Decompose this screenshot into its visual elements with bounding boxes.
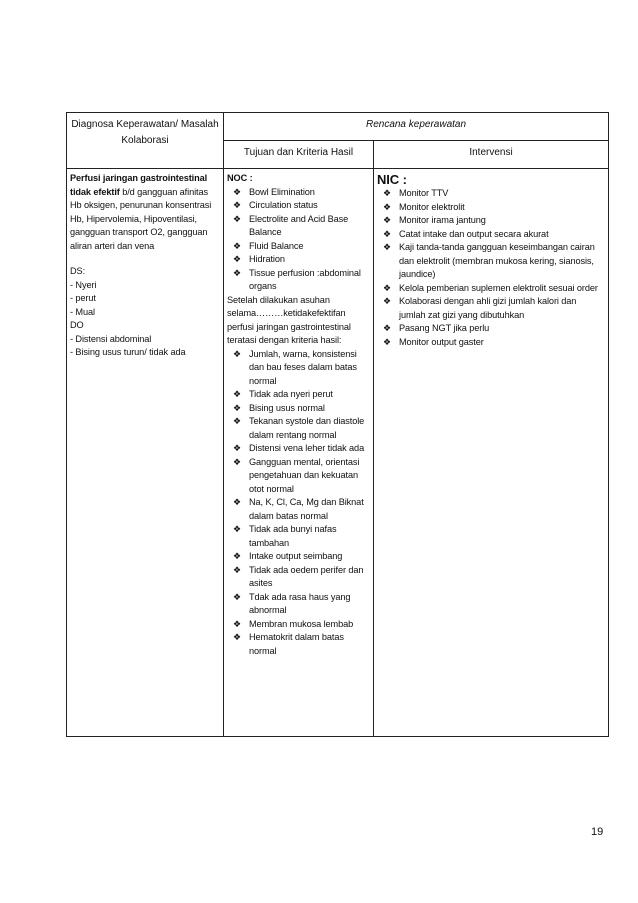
diamond-bullet-icon: ❖ [233,200,241,210]
diamond-bullet-icon: ❖ [383,336,391,347]
diamond-bullet-icon: ❖ [383,228,391,239]
care-plan-table [66,112,609,737]
noc-item: ❖ Electrolite and Acid Base Balance [233,213,349,237]
diamond-bullet-icon: ❖ [233,348,241,359]
header-diagnosa-label: Diagnosa Keperawatan/ Masalah Kolaborasi [71,119,219,146]
header-tujuan-label: Tujuan dan Kriteria Hasil [243,147,354,158]
ds-label: DS: [70,266,86,276]
criteria-list [227,348,370,659]
diagnosa-detail: b/d gangguan afinitas Hb oksigen, penurunan konsentrasi Hb, Hipervolemia, Hipoventilasi, gangguan transport O2, gangguan aliran arteri dan vena [70,186,212,251]
ds-item: - perut [70,293,96,303]
criteria-item: ❖ Tidak ada oedem perifer dan asites [233,564,364,588]
nic-cell [374,169,609,737]
diamond-bullet-icon: ❖ [233,564,241,575]
nic-item: ❖ Kelola pemberian suplemen elektrolit sesuai order [377,282,605,296]
header-intervensi-label: Intervensi [469,147,513,158]
diamond-bullet-icon: ❖ [233,267,241,278]
diamond-bullet-icon: ❖ [233,416,241,426]
nic-item: ❖ Kaji tanda-tanda gangguan keseimbangan cairan dan elektrolit (membran mukosa kering, sianosis, jaundice) [383,242,595,279]
ds-item: - Mual [70,306,95,317]
diamond-bullet-icon: ❖ [383,296,391,306]
criteria-item: ❖ Tdak ada rasa haus yang abnormal [233,591,351,615]
diamond-bullet-icon: ❖ [233,254,241,264]
diamond-bullet-icon: ❖ [383,323,391,333]
diamond-bullet-icon: ❖ [383,242,391,252]
criteria-item: ❖ Membran mukosa lembab [227,618,370,632]
diamond-bullet-icon: ❖ [233,524,241,534]
criteria-item: ❖ Tidak ada bunyi nafas tambahan [233,524,337,548]
diamond-bullet-icon: ❖ [233,632,241,642]
noc-item: ❖ Fluid Balance [227,240,370,254]
nic-item: ❖ Kolaborasi dengan ahli gizi jumlah kalori dan jumlah zat gizi yang dibutuhkan [383,296,577,320]
diamond-bullet-icon: ❖ [233,618,241,629]
diamond-bullet-icon: ❖ [383,215,391,225]
nic-item: ❖ Monitor TTV [377,187,605,201]
diamond-bullet-icon: ❖ [233,186,241,197]
nic-item: ❖ Pasang NGT jika perlu [377,322,605,336]
page-number: 19 [591,826,604,838]
noc-item: ❖ Hidration [227,253,370,267]
noc-item: ❖ Tissue perfusion :abdominal organs [233,267,361,291]
header-tujuan [224,141,374,169]
nic-item: ❖ Monitor elektrolit [377,201,605,215]
diagnosa-cell [67,169,224,737]
diamond-bullet-icon: ❖ [383,282,391,293]
ds-item: - Nyeri [70,279,97,290]
criteria-item: ❖ Hematokrit dalam batas normal [233,632,344,656]
diagnosa-text [70,172,220,253]
criteria-item: ❖ Intake output seimbang [227,550,370,564]
criteria-item: ❖ Gangguan mental, orientasi pengetahuan dan kekuatan otot normal [233,456,360,494]
criteria-item: ❖ Bising usus normal [227,402,370,416]
criteria-item: ❖ Na, K, Cl, Ca, Mg dan Biknat dalam batas normal [233,497,364,521]
criteria-item: ❖ Distensi vena leher tidak ada [227,442,370,456]
diamond-bullet-icon: ❖ [383,188,391,198]
header-intervensi [374,141,609,169]
diagnosa-title: Perfusi jaringan gastrointestinal tidak efektif [70,173,208,197]
diamond-bullet-icon: ❖ [233,240,241,251]
header-rencana [224,113,609,141]
noc-statement: Setelah dilakukan asuhan selama………ketidakefektifan perfusi jaringan gastrointestinal teratasi dengan kriteria hasil: [227,294,351,345]
diamond-bullet-icon: ❖ [233,591,241,602]
noc-cell [224,169,374,737]
diamond-bullet-icon: ❖ [233,443,241,453]
nic-item: ❖ Catat intake dan output secara akurat [377,228,605,242]
do-item: - Distensi abdominal [70,333,152,344]
noc-list [227,186,370,294]
criteria-item: ❖ Jumlah, warna, konsistensi dan bau feses dalam batas normal [233,348,357,386]
nic-item: ❖ Monitor irama jantung [377,214,605,228]
header-diagnosa [67,113,224,169]
diamond-bullet-icon: ❖ [233,497,241,507]
do-item: - Bising usus turun/ tidak ada [70,347,186,357]
diamond-bullet-icon: ❖ [233,389,241,399]
diamond-bullet-icon: ❖ [233,213,241,224]
header-rencana-label: Rencana keperawatan [365,119,467,130]
diamond-bullet-icon: ❖ [233,456,241,467]
do-label: DO [70,320,84,330]
nic-title: NIC : [377,172,407,187]
noc-title: NOC : [227,173,253,183]
nic-item: ❖ Monitor output gaster [377,336,605,350]
criteria-item: ❖ Tekanan systole dan diastole dalam rentang normal [233,416,365,440]
criteria-item: ❖ Tidak ada nyeri perut [227,388,370,402]
nic-list [377,187,605,349]
diamond-bullet-icon: ❖ [383,201,391,212]
noc-item: ❖ Circulation status [227,199,370,213]
noc-item: ❖ Bowl Elimination [227,186,370,200]
diamond-bullet-icon: ❖ [233,402,241,413]
diamond-bullet-icon: ❖ [233,551,241,561]
